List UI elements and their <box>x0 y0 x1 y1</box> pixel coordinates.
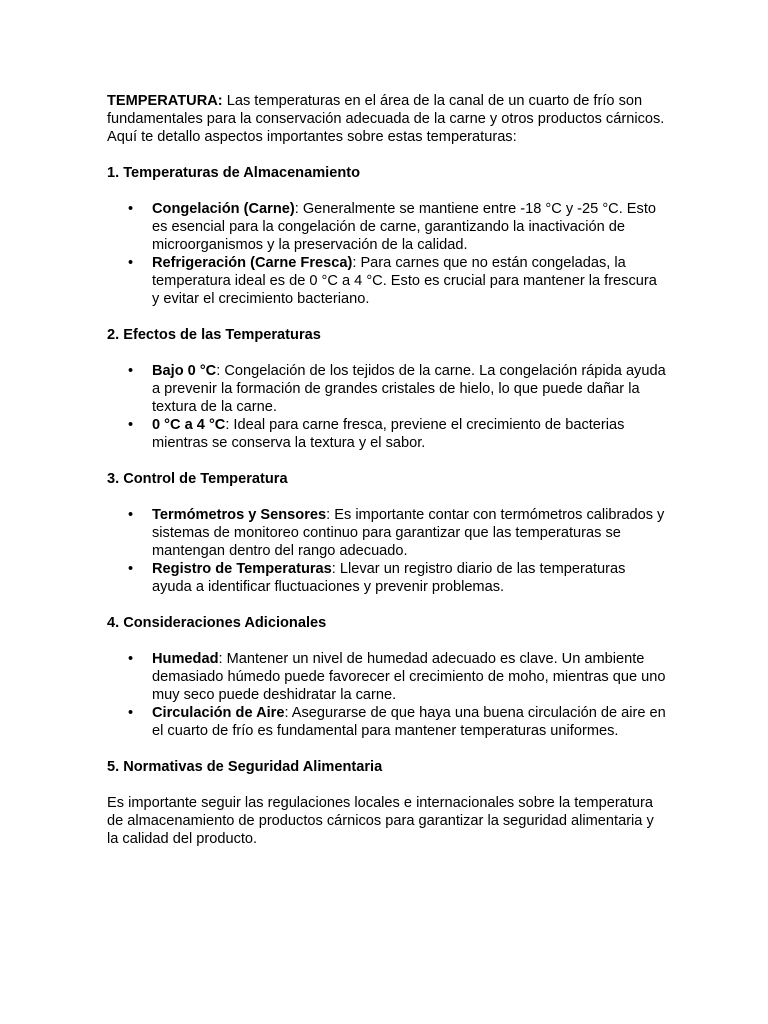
section-heading: 5. Normativas de Seguridad Alimentaria <box>107 759 383 775</box>
list-item-text: : Llevar un registro diario de las temperaturas ayuda a identificar fluctuaciones y prevenir problemas. <box>152 561 626 595</box>
intro-paragraph <box>107 92 667 146</box>
list-item-text: : Ideal para carne fresca, previene el crecimiento de bacterias mientras se conserva la textura y el sabor. <box>152 417 625 451</box>
bullet-icon: • <box>128 363 134 379</box>
list-item <box>128 506 667 560</box>
bullet-icon: • <box>128 561 134 577</box>
list-item-term: Refrigeración (Carne Fresca) <box>152 255 353 271</box>
bullet-list <box>107 200 667 308</box>
bullet-icon: • <box>128 705 134 721</box>
list-item-term: Registro de Temperaturas <box>152 561 332 577</box>
list-item <box>128 560 667 596</box>
list-item-text: : Asegurarse de que haya una buena circulación de aire en el cuarto de frío es fundamental para mantener temperaturas uniformes. <box>152 705 666 739</box>
document-page <box>107 92 667 848</box>
list-item <box>128 200 667 254</box>
bullet-icon: • <box>128 201 134 217</box>
bullet-icon: • <box>128 417 134 433</box>
intro-text: Las temperaturas en el área de la canal de un cuarto de frío son fundamentales para la conservación adecuada de la carne y otros productos cárnicos. Aquí te detallo aspectos importantes sobre estas temperaturas: <box>107 93 665 145</box>
bullet-icon: • <box>128 255 134 271</box>
bullet-icon: • <box>128 507 134 523</box>
list-item <box>128 704 667 740</box>
list-item <box>128 254 667 308</box>
list-item-text: : Congelación de los tejidos de la carne. La congelación rápida ayuda a prevenir la formación de grandes cristales de hielo, lo que puede dañar la textura de la carne. <box>152 363 666 415</box>
bullet-list <box>107 650 667 740</box>
closing-paragraph: Es importante seguir las regulaciones locales e internacionales sobre la temperatura de almacenamiento de productos cárnicos para garantizar la seguridad alimentaria y la calidad del producto. <box>107 795 654 847</box>
list-item-term: Congelación (Carne) <box>152 201 295 217</box>
bullet-list <box>107 506 667 596</box>
list-item <box>128 650 667 704</box>
bullet-icon: • <box>128 651 134 667</box>
list-item-text: : Es importante contar con termómetros calibrados y sistemas de monitoreo continuo para garantizar que las temperaturas se mantengan dentro del rango adecuado. <box>152 507 665 559</box>
list-item-term: Bajo 0 °C <box>152 363 217 379</box>
section-heading: 3. Control de Temperatura <box>107 471 288 487</box>
list-item-term: Circulación de Aire <box>152 705 285 721</box>
section-heading: 2. Efectos de las Temperaturas <box>107 327 321 343</box>
list-item-term: Humedad <box>152 651 219 667</box>
intro-label: TEMPERATURA: <box>107 93 223 109</box>
list-item-term: 0 °C a 4 °C <box>152 417 226 433</box>
list-item-text: : Para carnes que no están congeladas, la temperatura ideal es de 0 °C a 4 °C. Esto es crucial para mantener la frescura y evitar el crecimiento bacteriano. <box>152 255 657 307</box>
list-item-text: : Generalmente se mantiene entre -18 °C y -25 °C. Esto es esencial para la congelación de carne, garantizando la inactivación de microorganismos y la preservación de la calidad. <box>152 201 656 253</box>
section-heading: 1. Temperaturas de Almacenamiento <box>107 165 361 181</box>
section-heading: 4. Consideraciones Adicionales <box>107 615 327 631</box>
list-item-text: : Mantener un nivel de humedad adecuado es clave. Un ambiente demasiado húmedo puede favorecer el crecimiento de moho, mientras que uno muy seco puede deshidratar la carne. <box>152 651 666 703</box>
list-item <box>128 416 667 452</box>
bullet-list <box>107 362 667 452</box>
list-item <box>128 362 667 416</box>
list-item-term: Termómetros y Sensores <box>152 507 327 523</box>
